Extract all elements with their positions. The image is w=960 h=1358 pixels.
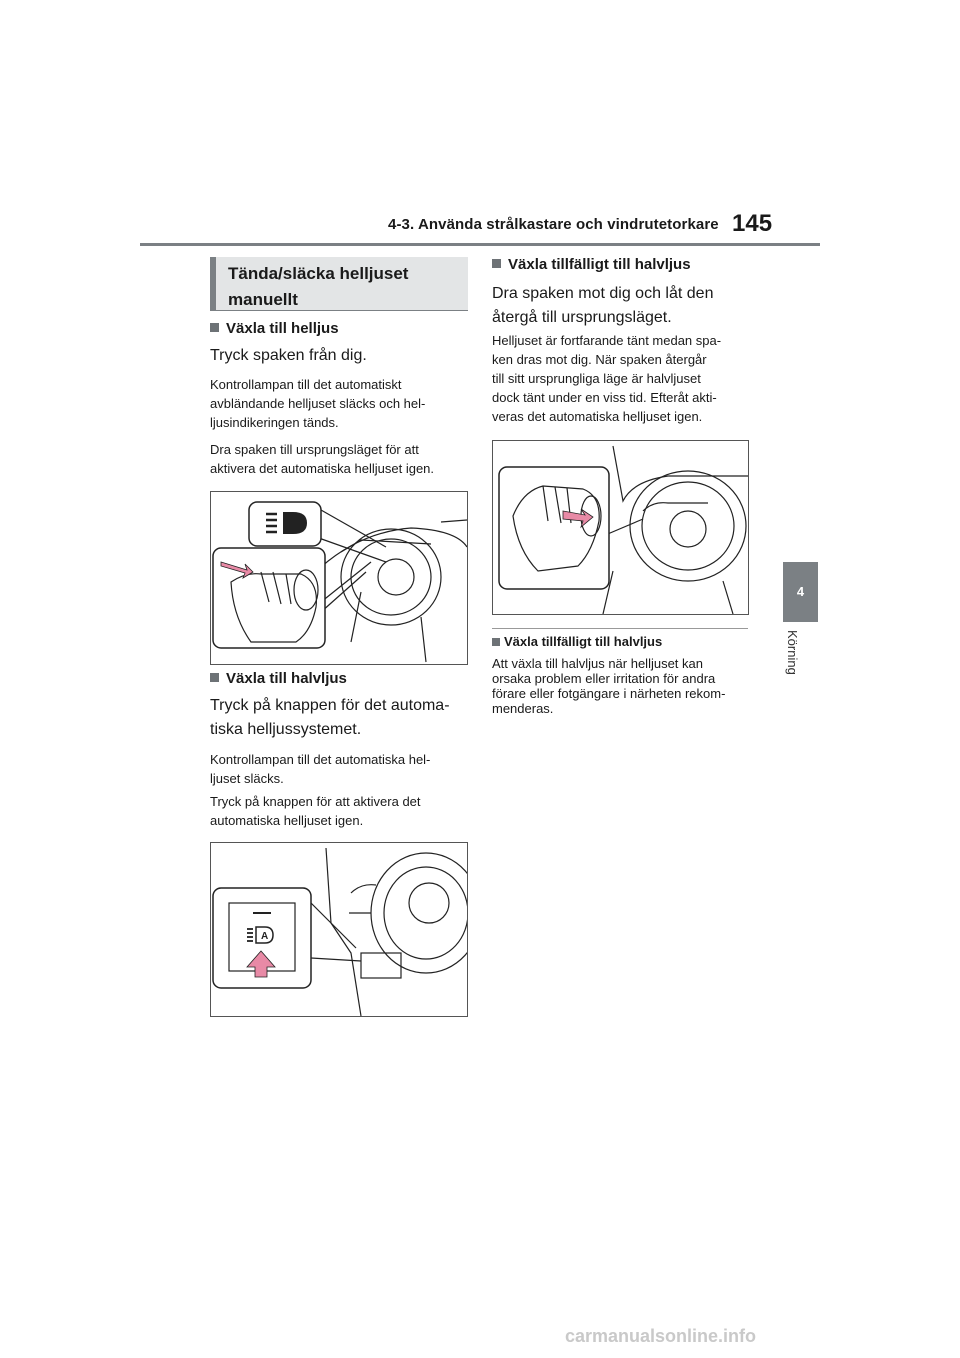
- note-divider: [492, 628, 748, 629]
- subheading-temp-low-beam: Växla tillfälligt till halvljus: [492, 256, 691, 273]
- auto-letter: A: [261, 931, 269, 942]
- section-heading: Tända/släcka helljuset manuellt: [210, 257, 468, 311]
- note-body: Att växla till halvljus när helljuset kan orsaka problem eller irritation för andra förare eller fotgängare i närheten rekom- menderas.: [492, 656, 726, 716]
- watermark: carmanualsonline.info: [565, 1326, 757, 1346]
- chapter-label: Körning: [785, 630, 800, 675]
- lead-text: Tryck på knappen för det automa- tiska helljussystemet.: [210, 697, 450, 738]
- figure-lever-push: [210, 491, 468, 665]
- note-heading: Växla tillfälligt till halvljus: [492, 634, 662, 649]
- body-paragraph: Tryck på knappen för att aktivera det automatiska helljuset igen.: [210, 794, 421, 828]
- lead-text: Tryck spaken från dig.: [210, 347, 367, 364]
- body-paragraph: Helljuset är fortfarande tänt medan spa- ken dras mot dig. När spaken återgår till sitt ursprungliga läge är halvljuset dock tänt under en viss tid. Efteråt akti- veras det automatiska helljuset igen.: [492, 333, 722, 424]
- body-paragraph: Kontrollampan till det automatiska hel- ljuset släcks.: [210, 752, 431, 786]
- body-paragraph: Dra spaken till ursprungsläget för att aktivera det automatiska helljuset igen.: [210, 442, 435, 476]
- body-paragraph: Kontrollampan till det automatiskt avbländande helljuset släcks och hel- ljusindikeringen tänds.: [210, 377, 426, 430]
- lever-pull-illustration: [493, 441, 748, 614]
- figure-auto-button: [210, 842, 468, 1017]
- auto-button-illustration: [211, 843, 467, 1016]
- lever-push-illustration: [211, 492, 467, 664]
- page-number: 145: [732, 210, 773, 237]
- subheading-high-beam: Växla till helljus: [210, 320, 339, 337]
- section-header-title: 4-3. Använda strålkastare och vindrutetorkare: [388, 216, 719, 233]
- figure-lever-pull: [492, 440, 749, 615]
- chapter-tab[interactable]: 4: [783, 562, 818, 622]
- subheading-low-beam: Växla till halvljus: [210, 670, 347, 687]
- header-rule: [140, 243, 820, 246]
- lead-text: Dra spaken mot dig och låt den återgå till ursprungsläget.: [492, 285, 714, 326]
